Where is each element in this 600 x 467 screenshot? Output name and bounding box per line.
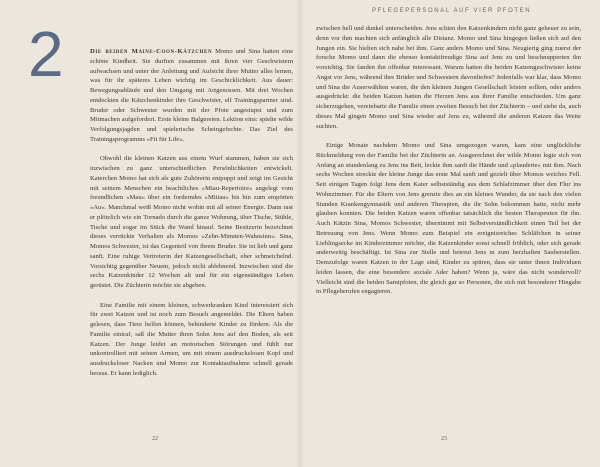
left-paragraph-2: Obwohl die kleinen Katzen aus einem Wurf stammen, haben sie sich inzwischen zu ganz unterschiedlichen Persönlichkeiten entwickelt. Katerchen Momo hat sich als gute Zuhörerin entpuppt und zeigt im Gesicht mit seinem Menschen ein beachtliches »Miau-Repertoire« angelegt vom freundlichen »Mau« über ein forderndes »Miiiau« bis hin zum empörten »Au«. Manchmal weiß Momo nicht wohin mit all seiner Energie. Dann rast er plötzlich wie ein Tornado durch die ganze Wohnung, über Tische, Stühle, Tische und sogar im Stück die Wand hinauf. Seine Besitzerin bezeichnet dieses verrückte Verhalten als Momos »Zehn-Minuten-Wahnsinn«. Sina, Momos Schwester, ist das Gegenteil von ihrem Bruder. Sie ist lieb und ganz sanft. Eine ruhige Vertreterin der Katzengesellschaft, eher schmeichelnd. Vorsichtig gegenüber Neuem, jedoch nicht ablehnend. Inzwischen sind die sechs Katzenkinder 12 Wochen alt und für ein eigenständiges Leben gerüstet. Die Züchterin möchte sie abgeben.: [90, 155, 293, 289]
page-number-left: 22: [152, 436, 158, 442]
right-page: [300, 0, 600, 467]
lead-small-caps: Die beiden Maine-Coon-Kätzchen: [90, 48, 213, 55]
left-paragraph-1-text: Momo und Sina hatten eine schöne Kindheit. Sie durften zusammen mit ihren vier Geschwistern aufwachsen und unter der Anleitung und Aufsicht ihrer Mutter alles lernen, was für ihr späteres Leben wichtig im Geschicklichkeit. Aus dauer: Bewegungsabläufe und den Umgang mit Artgenossen. Mit drei Wochen entdeckten die Kätzchenkinder ihre Geschwister, elf Trainingspartner sind. Bruder oder Schwester wurden mit der Pfote angestupst und zum Mitmachen aufgefordert. Erste kleine Balgereien. Lektion eins: spielte wilde Verfolgungsjagden und spielerische Scheingefechte. Das Ziel des Trainingsprogramms »Fit für Life«.: [90, 48, 293, 143]
right-text-column: [316, 24, 581, 424]
chapter-number: 2: [28, 18, 64, 90]
running-head: PFLEGEPERSONAL AUF VIER PFOTEN: [372, 8, 532, 14]
left-paragraph-3: Eine Familie mit einem kleinen, schwerkranken Kind interessiert sich für zwei Katzen und ist noch zum Besuch angemeldet. Die Eltern haben gelesen, dass Tiere helfen können, behinderte Kinder zu fördern. Als die Familie eintraf, saß die Mutter ihren Sohn Jens auf den Boden, als seit Katzen. Der Junge leidet an motorischen Störungen und fühlt nur unkontrolliert mit seinen Armen, um mit einem ausdruckslosen Kopf und ausdrucksloser Nacken und Momo zur Kontaktaufnahme schnell gerade heraus. Er kann lediglich.: [90, 301, 293, 377]
left-text-column: [90, 47, 293, 424]
left-paragraph-1: [90, 47, 293, 145]
right-paragraph-2: Einige Monate nachdem Momo und Sina umgezogen waren, kam eine unglückliche Rückmeldung von der Familie bei der Züchterin an. Ausgerechnet der wilde Momo legte sich von Anfang an stundenlang zu Jens ins Bett, leckte ihm sanft die Hände und »plauderte« mit ihm. Nach sechs Wochen streckte der kleine Junge das erste Mal sanft und gezielt über Momos weiches Fell. Seit einigen Tagen folgt Jens dem Kater selbstständig aus dem Schlafzimmer über den Flur ins Wohnzimmer. Für die Eltern von Jens grenzte dies an ein kleines Wunder, da sie nach den vielen Stunden Krankengymnastik und anderen Therapien, die ihr Sohn bekommen hatte, nicht mehr glauben konnten. Die beiden Katzen waren offenbar tatsächlich die besten Therapeuten für ihn. Auch Kätzin Sina, Momos Schwester, übernimmt mit Selbstverständlichkeit einen Teil bei der Betreuung von Jens. Wenn Momo zum Beispiel ein ereignisreiches Schläfchen in seiner Lieblingsecke im Kinderzimmer möchte, die Katzenkinder sonst schnell fröhlich, oder sich gerade anderweitig beschäftigt. Ist Sina zur Stelle und betreut Jens in zum herzhaften Sauberstellen. Demzufolge waren Katzen in der Lage sind, Kinder zu spüren, dass sie unter ihnen Individuen leiden lassen, die eine besondere soziale Ader haben? Wenn ja, wäre das nicht wundervoll? Vielleicht sind die beiden Samtpfoten, die gleich gar so Personen, die sich mit besonderer Hingabe in Pflegeberufen engagieren.: [316, 142, 581, 296]
page-number-right: 23: [441, 436, 447, 442]
right-paragraph-1: zwischen hell und dunkel unterscheiden. Jens schien den Katzenkindern nicht ganz geheuer zu sein, denn vor ihm machten sich anfänglich alle Distanz. Momo und Sina hingegen ließen sich auf den Jungen ein. Sie hielten sich nahe bei ihm. Ganz anders Momo und Sina. Neugierig ging zuerst der forsche Momo und dann die ebenso kontaktfreudige Sina auf Jens zu und beschnupperten ihn vorsichtig. Sie fanden ihn offenbar interessant. Warum hatten die beiden Katzengeschwister keine Angst vor Jens, während ihre Brüder und Schwestern davonliefen? Jedenfalls war klar, dass Momo und Sina die Auserwählten waren, die den kleinen Jungen Gesellschaft leisten sollten, oder anders ausgedrückt: die beiden Katzen hatten die Herzen Jens aus ihrer Familie entschieden. Um ganz sicherzugehen, vereinbarte die Familie einen zweiten Besuch bei der Züchterin – und siehe da, auch dieses Mal gingen Momo und Sina wieder auf Jens zu, während die anderen Katzen das Weite suchten.: [316, 25, 581, 130]
